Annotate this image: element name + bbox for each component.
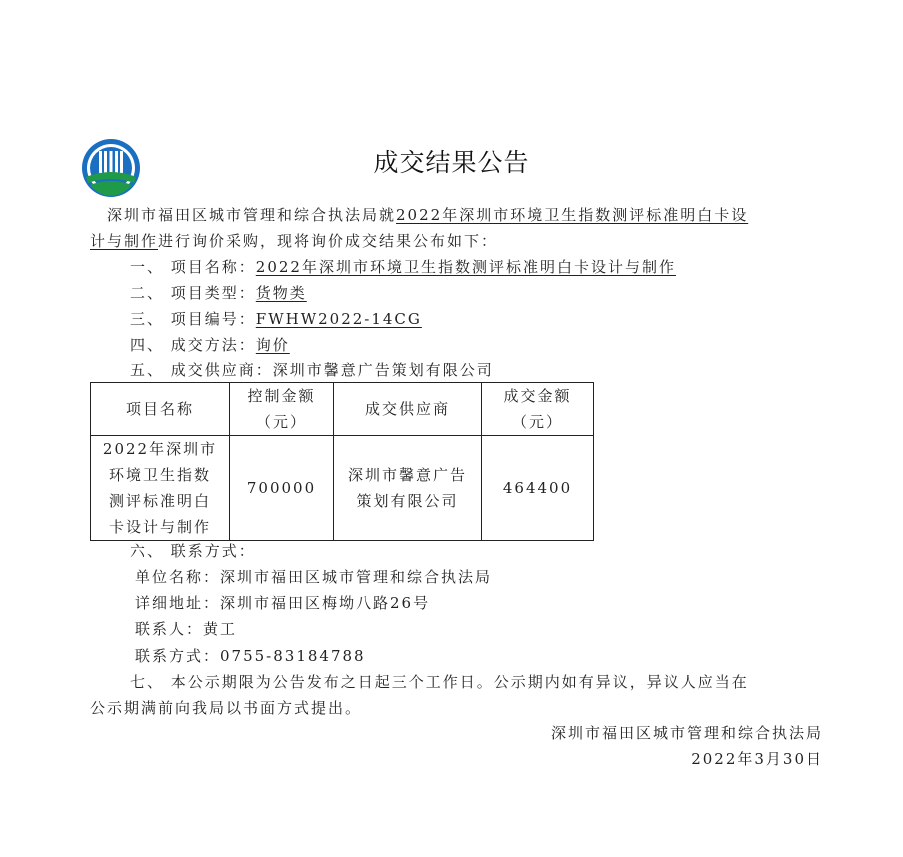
item-supplier (130, 359, 494, 381)
contact-person: 联系人：黄工 (135, 620, 238, 638)
contact-unit: 单位名称：深圳市福田区城市管理和综合执法局 (135, 568, 493, 586)
table-cell-deal-amount: 464400 (482, 436, 594, 541)
intro-project-name-cont: 计与制作 (90, 232, 159, 250)
intro-prefix: 深圳市福田区城市管理和综合执法局就 (107, 206, 397, 224)
table-header-cell: 项目名称 (91, 383, 230, 436)
table-cell-project: 2022年深圳市 环境卫生指数 测评标准明白 卡设计与制作 (91, 436, 230, 541)
signature-date: 2022年3月30日 (691, 750, 823, 768)
item-label: 二、 项目类型： (130, 284, 256, 302)
item-label: 三、 项目编号： (130, 310, 256, 328)
notice-line2: 公示期满前向我局以书面方式提出。 (90, 699, 363, 717)
signature-org: 深圳市福田区城市管理和综合执法局 (550, 724, 823, 742)
item-value: 2022年深圳市环境卫生指数测评标准明白卡设计与制作 (255, 258, 676, 276)
item-project-name (130, 256, 676, 278)
intro-paragraph (107, 204, 748, 226)
item-project-number (130, 308, 422, 330)
table-header-row (91, 383, 594, 436)
item-project-type (130, 282, 307, 304)
item-value: 深圳市馨意广告策划有限公司 (272, 361, 494, 379)
table-cell-control-amount: 700000 (230, 436, 334, 541)
table-row (91, 436, 594, 541)
contact-heading: 六、 联系方式： (130, 542, 256, 560)
table-header-cell: 控制金额 （元） (230, 383, 334, 436)
intro-project-name: 2022年深圳市环境卫生指数测评标准明白卡设 (396, 206, 749, 224)
item-value: 询价 (255, 336, 290, 354)
item-label: 四、 成交方法： (130, 336, 256, 354)
contact-phone: 联系方式：0755-83184788 (135, 647, 366, 665)
item-label: 五、 成交供应商： (130, 361, 273, 379)
table-header-cell: 成交金额 （元） (482, 383, 594, 436)
intro-paragraph-line2 (90, 230, 498, 252)
item-value: 货物类 (255, 284, 307, 302)
item-value: FWHW2022-14CG (255, 310, 422, 328)
table-header-cell: 成交供应商 (334, 383, 482, 436)
notice-line1: 七、 本公示期限为公告发布之日起三个工作日。公示期内如有异议，异议人应当在 (130, 673, 749, 691)
result-table (90, 382, 594, 541)
contact-address: 详细地址：深圳市福田区梅坳八路26号 (135, 594, 431, 612)
item-label: 一、 项目名称： (130, 258, 256, 276)
page-title: 成交结果公告 (373, 148, 530, 177)
item-deal-method (130, 334, 290, 356)
intro-suffix: 进行询价采购，现将询价成交结果公布如下： (158, 232, 499, 250)
table-cell-supplier: 深圳市馨意广告 策划有限公司 (334, 436, 482, 541)
